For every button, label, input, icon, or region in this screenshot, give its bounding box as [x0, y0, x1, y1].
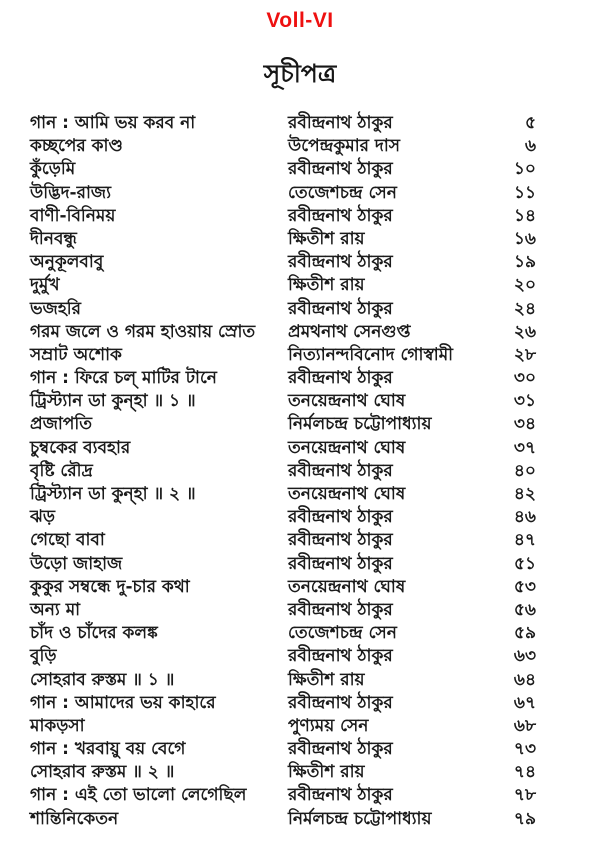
toc-author: রবীন্দ্রনাথ ঠাকুর [288, 460, 393, 481]
toc-page-number: ৭৪ [513, 762, 536, 783]
toc-page-number: ২৪ [513, 298, 536, 319]
toc-author: তনয়েন্দ্রনাথ ঘোষ [288, 484, 406, 504]
toc-page-number: ২৬ [513, 321, 536, 342]
toc-author: প্রমথনাথ সেনগুপ্ত [288, 321, 411, 342]
toc-page-number: ৭৩ [513, 739, 536, 760]
volume-label: Voll-VI [266, 9, 334, 32]
toc-author: উপেন্দ্রকুমার দাস [288, 136, 400, 157]
toc-page-number: ১৯ [513, 252, 536, 273]
toc-page-number: ১৬ [513, 228, 536, 249]
toc-author: নির্মলচন্দ্র চট্টোপাধ্যায় [288, 414, 432, 435]
toc-title: কুকুর সম্বন্ধে দু-চার কথা [30, 576, 190, 597]
toc-title: দীনবন্ধু [30, 228, 77, 249]
toc-title: ঝড় [30, 507, 56, 528]
toc-row [30, 251, 536, 274]
toc-row [30, 784, 536, 807]
toc-page-number: ৪৬ [513, 507, 536, 528]
toc-author: রবীন্দ্রনাথ ঠাকুর [288, 298, 393, 319]
toc-title: উদ্ভিদ-রাজ্য [30, 182, 112, 203]
toc-title: দুর্মুখ [30, 275, 60, 296]
toc-page-number: ৫৯ [513, 623, 536, 644]
toc-page-number: ১১ [513, 182, 536, 203]
toc-title: বাণী-বিনিময় [30, 205, 116, 226]
toc-title: শান্তিনিকেতন [30, 808, 119, 829]
toc-author: রবীন্দ্রনাথ ঠাকুর [288, 530, 393, 551]
toc-row [30, 228, 536, 251]
toc-page-number: ৭৮ [513, 785, 536, 806]
toc-author: ক্ষিতীশ রায় [288, 669, 365, 690]
toc-page-number: ৫৩ [513, 576, 536, 597]
toc-row [30, 298, 536, 321]
toc-title: সোহরাব রুস্তম ॥ ২ ॥ [30, 762, 175, 783]
toc-row [30, 112, 536, 135]
toc-row [30, 344, 536, 367]
toc-page-number: ৫ [524, 113, 536, 133]
toc-author: রবীন্দ্রনাথ ঠাকুর [288, 507, 393, 528]
toc-author: রবীন্দ্রনাথ ঠাকুর [288, 785, 393, 806]
toc-author: তেজেশচন্দ্র সেন [288, 623, 397, 644]
toc-title: চুম্বকের ব্যবহার [30, 437, 131, 458]
toc-title: সম্রাট অশোক [30, 344, 122, 365]
toc-row [30, 413, 536, 436]
toc-page-number: ৩৭ [513, 437, 536, 458]
toc-author: পুণ্যময় সেন [288, 715, 369, 736]
toc-title: অনুকূলবাবু [30, 252, 104, 273]
toc-author: তেজেশচন্দ্র সেন [288, 182, 397, 203]
toc-title: বৃষ্টি রৌদ্র [30, 460, 93, 481]
toc-row [30, 808, 536, 831]
toc-page-number: ২৮ [513, 344, 536, 365]
toc-row [30, 669, 536, 692]
toc-row [30, 692, 536, 715]
toc-row [30, 321, 536, 344]
toc-title: প্রজাপতি [30, 414, 92, 435]
toc-row [30, 599, 536, 622]
toc-title: ট্রিস্ট্যান ডা কুন্‌হা ॥ ২ ॥ [30, 484, 196, 504]
toc-page-number: ৬৭ [513, 692, 536, 713]
toc-title: গেছো বাবা [30, 530, 105, 551]
toc-list [0, 112, 600, 831]
toc-title: মাকড়সা [30, 715, 85, 736]
toc-row [30, 506, 536, 529]
toc-author: রবীন্দ্রনাথ ঠাকুর [288, 205, 393, 226]
toc-row [30, 553, 536, 576]
toc-row [30, 460, 536, 483]
toc-row [30, 529, 536, 552]
toc-author: নির্মলচন্দ্র চট্টোপাধ্যায় [288, 808, 432, 829]
toc-row [30, 274, 536, 297]
toc-title: ভজহরি [30, 298, 82, 319]
toc-page-number: ৫১ [513, 553, 536, 574]
toc-author: ক্ষিতীশ রায় [288, 762, 365, 783]
toc-title: গান : আমাদের ভয় কাহারে [30, 692, 216, 713]
toc-author: ক্ষিতীশ রায় [288, 228, 365, 249]
book-toc-page [0, 9, 600, 841]
toc-row [30, 437, 536, 460]
toc-author: ক্ষিতীশ রায় [288, 275, 365, 296]
toc-author: রবীন্দ্রনাথ ঠাকুর [288, 553, 393, 574]
toc-author: রবীন্দ্রনাথ ঠাকুর [288, 113, 393, 133]
toc-row [30, 576, 536, 599]
toc-row [30, 738, 536, 761]
toc-author: রবীন্দ্রনাথ ঠাকুর [288, 599, 393, 620]
toc-page-number: ৬৮ [513, 715, 536, 736]
toc-page-number: ৪৭ [513, 530, 536, 551]
toc-title: কচ্ছপের কাণ্ড [30, 136, 123, 157]
toc-title: গান : এই তো ভালো লেগেছিল [30, 785, 247, 806]
toc-author: রবীন্দ্রনাথ ঠাকুর [288, 159, 393, 180]
toc-row [30, 367, 536, 390]
toc-author: তনয়েন্দ্রনাথ ঘোষ [288, 391, 406, 412]
toc-row [30, 483, 536, 506]
toc-author: রবীন্দ্রনাথ ঠাকুর [288, 252, 393, 273]
toc-title: গান : ফিরে চল্ মাটির টানে [30, 368, 217, 389]
toc-title: উড়ো জাহাজ [30, 553, 123, 574]
toc-title: গান : আমি ভয় করব না [30, 113, 196, 133]
toc-title: গরম জলে ও গরম হাওয়ায় স্রোত [30, 321, 256, 342]
toc-row [30, 390, 536, 413]
toc-author: রবীন্দ্রনাথ ঠাকুর [288, 692, 393, 713]
toc-title: গান : খরবায়ু বয় বেগে [30, 739, 186, 760]
toc-title: বুড়ি [30, 646, 57, 667]
toc-page-number: ৪০ [513, 460, 536, 481]
toc-row [30, 182, 536, 205]
toc-row [30, 715, 536, 738]
toc-page-number: ৬৪ [513, 669, 536, 690]
toc-author: রবীন্দ্রনাথ ঠাকুর [288, 368, 393, 389]
toc-title: কুঁড়েমি [30, 159, 76, 180]
toc-author: নিত্যানন্দবিনোদ গোস্বামী [288, 344, 454, 365]
toc-page-number: ৭৯ [513, 808, 536, 829]
toc-author: রবীন্দ্রনাথ ঠাকুর [288, 646, 393, 667]
toc-row [30, 158, 536, 181]
toc-author: তনয়েন্দ্রনাথ ঘোষ [288, 576, 406, 597]
toc-page-number: ৩১ [513, 391, 536, 412]
toc-row [30, 205, 536, 228]
toc-heading: সূচীপত্র [263, 59, 337, 88]
toc-author: রবীন্দ্রনাথ ঠাকুর [288, 739, 393, 760]
toc-row [30, 135, 536, 158]
toc-page-number: ৩০ [513, 368, 536, 389]
toc-title: চাঁদ ও চাঁদের কলঙ্ক [30, 623, 158, 644]
toc-page-number: ৬৩ [513, 646, 536, 667]
toc-page-number: ১০ [513, 159, 536, 180]
toc-title: ট্রিস্ট্যান ডা কুন্‌হা ॥ ১ ॥ [30, 391, 196, 412]
toc-author: তনয়েন্দ্রনাথ ঘোষ [288, 437, 406, 458]
toc-page-number: ৬ [524, 136, 536, 157]
toc-page-number: ৩৪ [513, 414, 536, 435]
toc-page-number: ১৪ [513, 205, 536, 226]
toc-title: সোহরাব রুস্তম ॥ ১ ॥ [30, 669, 175, 690]
toc-row [30, 761, 536, 784]
toc-row [30, 645, 536, 668]
toc-page-number: ২০ [513, 275, 536, 296]
toc-page-number: ৪২ [513, 484, 536, 504]
toc-row [30, 622, 536, 645]
toc-page-number: ৫৬ [513, 599, 536, 620]
toc-title: অন্য মা [30, 599, 81, 620]
